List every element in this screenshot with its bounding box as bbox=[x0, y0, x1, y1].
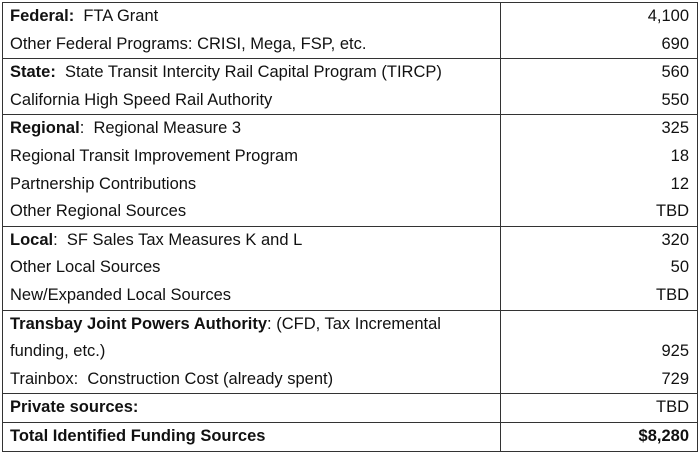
table-row bbox=[3, 226, 698, 254]
funding-amount-cell: TBD bbox=[501, 394, 698, 423]
funding-amount-cell: 4,100 bbox=[501, 3, 698, 31]
table-row bbox=[3, 115, 698, 143]
funding-sources-table-body bbox=[3, 3, 698, 452]
table-row bbox=[3, 422, 698, 451]
funding-source-cell bbox=[3, 366, 501, 394]
funding-source-label: : Regional Measure 3 bbox=[79, 119, 242, 138]
funding-source-cell bbox=[3, 310, 501, 338]
funding-source-label: : SF Sales Tax Measures K and L bbox=[53, 230, 303, 249]
funding-source-label: Partnership Contributions bbox=[10, 174, 197, 193]
funding-source-label: Regional Transit Improvement Program bbox=[10, 146, 298, 165]
funding-amount-cell: TBD bbox=[501, 198, 698, 226]
table-row bbox=[3, 366, 698, 394]
funding-category-label: Federal: bbox=[10, 7, 75, 25]
table-row bbox=[3, 171, 698, 199]
funding-source-cell bbox=[3, 394, 501, 423]
table-row bbox=[3, 338, 698, 366]
funding-source-cell bbox=[3, 338, 501, 366]
funding-source-label: Other Local Sources bbox=[10, 258, 161, 277]
funding-source-label: Other Federal Programs: CRISI, Mega, FSP, etc. bbox=[10, 34, 367, 53]
funding-category-label: Regional bbox=[10, 119, 80, 138]
funding-source-cell bbox=[3, 254, 501, 282]
funding-amount-cell: 325 bbox=[501, 115, 698, 143]
funding-source-cell bbox=[3, 422, 501, 451]
funding-source-label: Trainbox: Construction Cost (already spent) bbox=[10, 369, 334, 388]
table-row bbox=[3, 310, 698, 338]
funding-source-label: State Transit Intercity Rail Capital Program (TIRCP) bbox=[55, 63, 442, 82]
funding-amount-cell: 12 bbox=[501, 171, 698, 199]
funding-source-cell bbox=[3, 59, 501, 87]
funding-source-cell bbox=[3, 87, 501, 115]
table-row bbox=[3, 394, 698, 423]
table-row bbox=[3, 254, 698, 282]
funding-amount-cell: $8,280 bbox=[501, 422, 698, 451]
funding-category-label: Total Identified Funding Sources bbox=[10, 426, 266, 445]
table-row bbox=[3, 282, 698, 310]
funding-source-label: : (CFD, Tax Incremental bbox=[267, 314, 441, 333]
funding-amount-cell: 320 bbox=[501, 226, 698, 254]
funding-category-label: Transbay Joint Powers Authority bbox=[10, 314, 268, 333]
table-row bbox=[3, 198, 698, 226]
funding-source-cell bbox=[3, 115, 501, 143]
funding-source-label: New/Expanded Local Sources bbox=[10, 285, 232, 304]
table-row bbox=[3, 87, 698, 115]
funding-amount-cell: 560 bbox=[501, 59, 698, 87]
funding-source-label: funding, etc.) bbox=[10, 342, 106, 361]
funding-amount-cell bbox=[501, 310, 698, 338]
funding-source-cell bbox=[3, 143, 501, 171]
table-row bbox=[3, 3, 698, 31]
funding-sources-table bbox=[2, 2, 698, 452]
funding-amount-cell: 50 bbox=[501, 254, 698, 282]
funding-amount-cell: 690 bbox=[501, 31, 698, 59]
funding-source-cell bbox=[3, 31, 501, 59]
table-row bbox=[3, 31, 698, 59]
funding-source-cell bbox=[3, 226, 501, 254]
table-row bbox=[3, 59, 698, 87]
funding-source-cell bbox=[3, 282, 501, 310]
funding-category-label: Private sources: bbox=[10, 398, 139, 417]
funding-amount-cell: 729 bbox=[501, 366, 698, 394]
funding-source-cell bbox=[3, 3, 501, 31]
funding-amount-cell: 18 bbox=[501, 143, 698, 171]
funding-source-cell bbox=[3, 198, 501, 226]
funding-source-label: FTA Grant bbox=[74, 7, 159, 25]
funding-source-cell bbox=[3, 171, 501, 199]
funding-source-label: California High Speed Rail Authority bbox=[10, 90, 273, 109]
funding-category-label: Local bbox=[10, 230, 54, 249]
funding-amount-cell: TBD bbox=[501, 282, 698, 310]
funding-category-label: State: bbox=[10, 63, 56, 82]
table-row bbox=[3, 143, 698, 171]
funding-amount-cell: 925 bbox=[501, 338, 698, 366]
funding-source-label: Other Regional Sources bbox=[10, 202, 187, 221]
funding-amount-cell: 550 bbox=[501, 87, 698, 115]
